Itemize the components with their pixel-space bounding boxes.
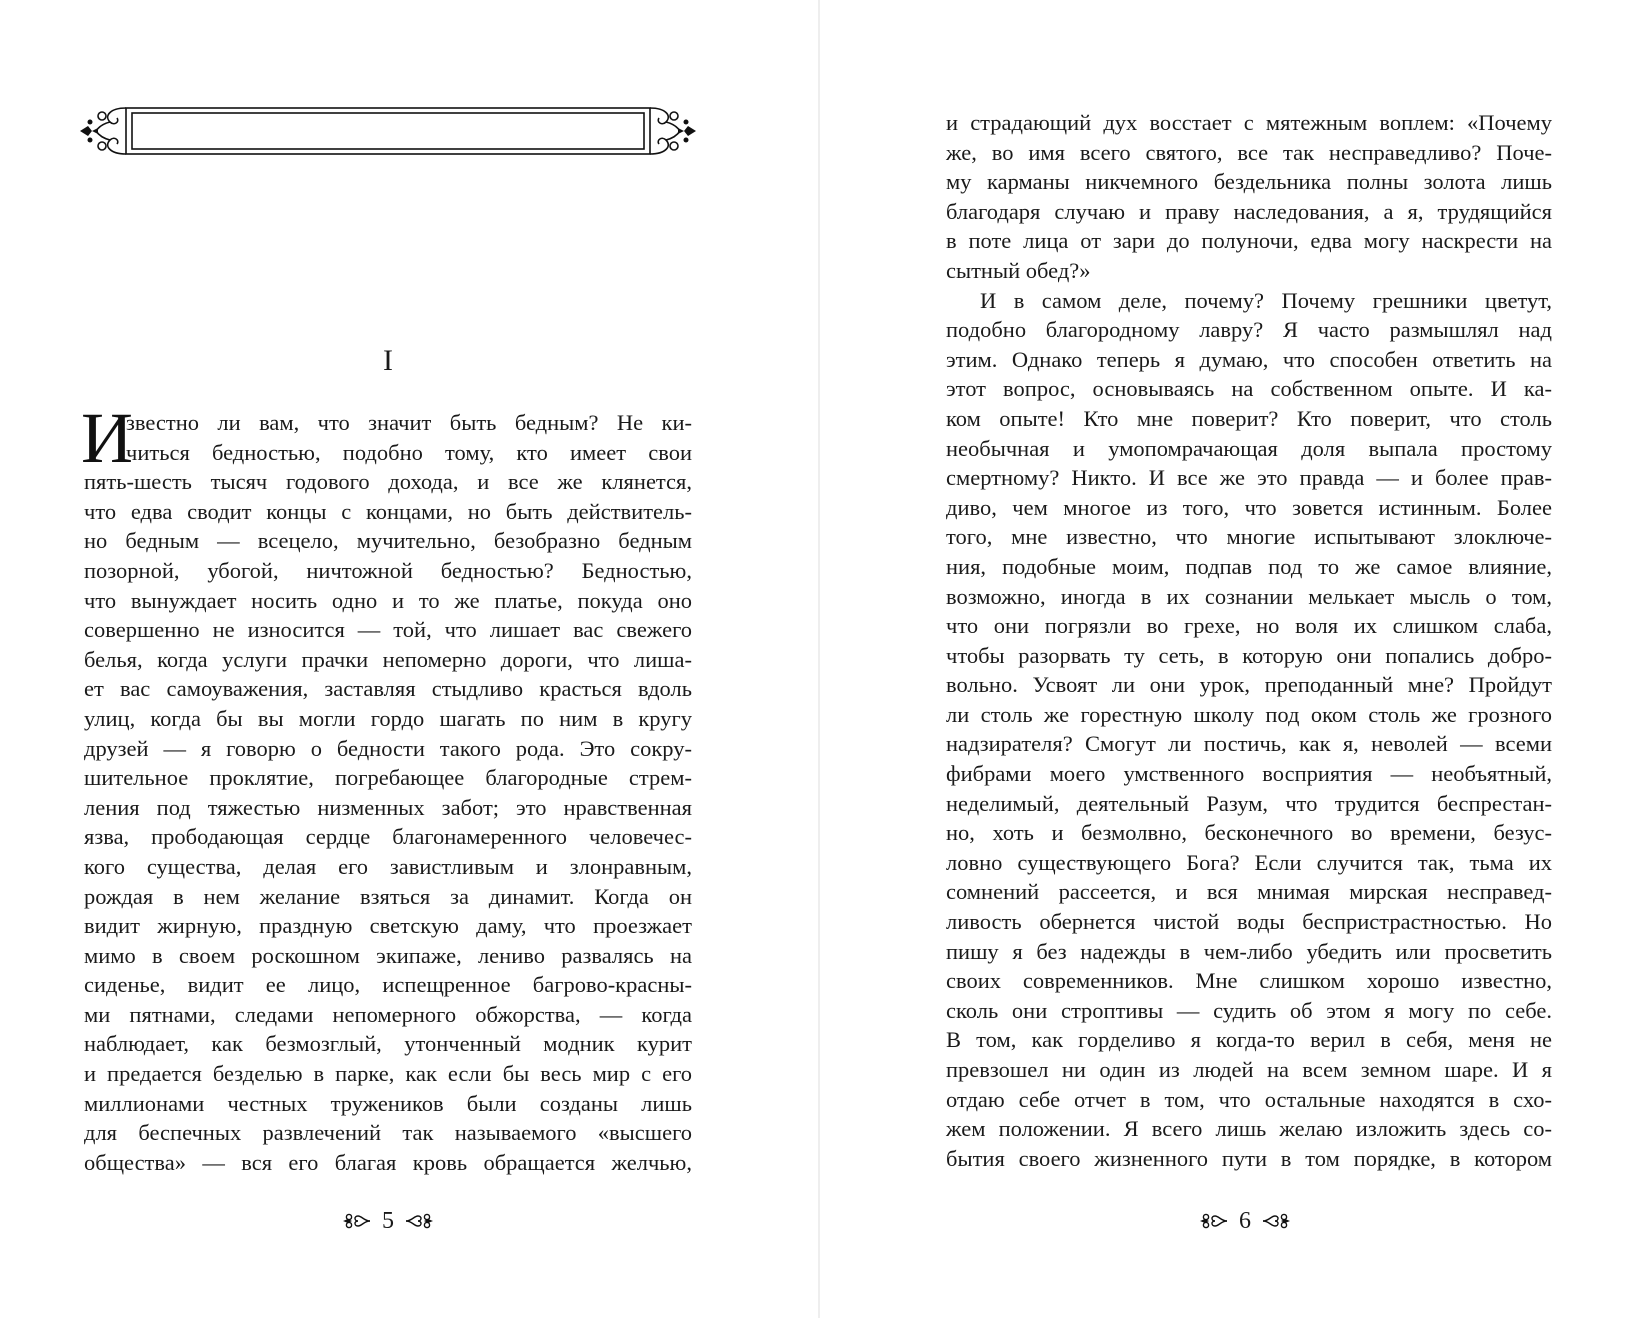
fleuron-icon bbox=[1199, 1212, 1229, 1230]
text-line: что едва сводит концы с концами, но быть действитель- bbox=[84, 498, 692, 524]
ornamental-frame-icon bbox=[80, 104, 696, 168]
text-line: подобно благородному лавру? Я часто размышлял над bbox=[946, 317, 1552, 343]
text-line: своих современников. Мне слишком хорошо известно, bbox=[946, 968, 1552, 994]
text-line: В том, как горделиво я когда-то верил в себя, меня не bbox=[946, 1027, 1552, 1053]
text-line: улиц, когда бы вы могли гордо шагать по ним в кругу bbox=[84, 705, 692, 731]
text-line: звестно ли вам, что значит быть бедным? Не ки- bbox=[126, 410, 692, 435]
text-line: мимо в своем роскошном экипаже, лениво развалясь на bbox=[84, 942, 692, 968]
page-number: 6 bbox=[1239, 1207, 1251, 1234]
text-line: возможно, иногда в их сознании мелькает мысль о том, bbox=[946, 583, 1552, 609]
text-line: этот вопрос, основываясь на собственном опыте. И ка- bbox=[946, 376, 1552, 402]
right-page bbox=[820, 0, 1639, 1318]
text-line: ми пятнами, следами непомерного обжорства, — когда bbox=[84, 1001, 692, 1027]
fleuron-icon bbox=[404, 1212, 434, 1230]
page-number-right bbox=[1145, 1205, 1345, 1237]
page-number-left bbox=[288, 1205, 488, 1237]
text-line: рождая в нем желание взяться за динамит. Когда он bbox=[84, 883, 692, 909]
text-line: жем положении. Я всего лишь желаю изложить здесь со- bbox=[946, 1116, 1552, 1142]
text-line: пять-шесть тысяч годового дохода, и все же клянется, bbox=[84, 469, 692, 495]
drop-cap: И bbox=[81, 398, 133, 478]
text-line: превзошел ни один из людей на всем земном шаре. И я bbox=[946, 1057, 1552, 1082]
text-line: позорной, убогой, ничтожной бедностью? Бедностью, bbox=[84, 557, 692, 583]
chapter-number: I bbox=[383, 344, 393, 377]
text-line: отдаю себе отчет в том, что остальные находятся в схо- bbox=[946, 1086, 1552, 1112]
text-line: фибрами моего умственного восприятия — необъятный, bbox=[946, 761, 1552, 787]
text-line: ли столь же горестную школу под оком столь же грозного bbox=[946, 701, 1552, 727]
text-line: кого существа, делая его завистливым и злонравным, bbox=[84, 853, 692, 879]
fleuron-icon bbox=[342, 1212, 372, 1230]
text-line: сытный обед?» bbox=[946, 257, 1091, 283]
text-line: И в самом деле, почему? Почему грешники цветут, bbox=[980, 287, 1552, 313]
text-line: сколь они строптивы — судить об этом я могу по себе. bbox=[946, 997, 1552, 1023]
text-line: пишу я без надежды в чем-либо убедить или просветить bbox=[946, 938, 1552, 964]
text-line: благодаря случаю и праву наследования, а я, трудящийся bbox=[946, 198, 1552, 224]
text-line: читься бедностью, подобно тому, кто имеет свои bbox=[126, 439, 692, 465]
text-line: но, хоть и безмолвно, бесконечного во времени, безус- bbox=[946, 820, 1552, 846]
text-line: смертному? Никто. И все же это правда — и более прав- bbox=[946, 465, 1552, 491]
text-line: чтобы разорвать ту сеть, в которую они попались добро- bbox=[946, 642, 1552, 668]
page-number: 5 bbox=[382, 1207, 394, 1234]
text-line: необычная и умопомрачающая доля выпала простому bbox=[946, 435, 1552, 461]
text-line: ния, подобные моим, подпав под то же самое влияние, bbox=[946, 553, 1552, 579]
text-line: вольно. Усвоят ли они урок, преподанный мне? Пройдут bbox=[946, 672, 1552, 698]
text-line: бытия своего жизненного пути в том порядке, в котором bbox=[946, 1145, 1552, 1171]
text-line: того, мне известно, что многие испытывают злоключе- bbox=[946, 524, 1552, 550]
text-line: неделимый, деятельный Разум, что трудится беспрестан- bbox=[946, 790, 1552, 816]
text-line: ет вас самоуважения, заставляя стыдливо красться вдоль bbox=[84, 676, 692, 702]
text-line: в поте лица от зари до полуночи, едва могу наскрести на bbox=[946, 228, 1552, 254]
text-line: общества» — вся его благая кровь обращается желчью, bbox=[84, 1149, 692, 1175]
text-line: что вынуждает носить одно и то же платье, покуда оно bbox=[84, 587, 692, 613]
body-text bbox=[946, 108, 1552, 1173]
text-line: диво, чем многое из того, что зовется истинным. Более bbox=[946, 494, 1552, 520]
text-line: сомнений рассеется, и вся мнимая мирская несправед- bbox=[946, 879, 1552, 905]
text-line: му карманы никчемного бездельника полны золота лишь bbox=[946, 169, 1552, 195]
text-line: друзей — я говорю о бедности такого рода. Это сокру- bbox=[84, 735, 692, 761]
text-line: этим. Однако теперь я думаю, что способен ответить на bbox=[946, 346, 1552, 372]
left-page bbox=[0, 0, 818, 1318]
text-line: же, во имя всего святого, все так несправедливо? Поче- bbox=[946, 139, 1552, 165]
text-line: белья, когда услуги прачки непомерно дороги, что лиша- bbox=[84, 646, 692, 672]
text-line: видит жирную, праздную светскую даму, что проезжает bbox=[84, 913, 692, 939]
text-line: и предается безделью в парке, как если бы весь мир с его bbox=[84, 1061, 692, 1087]
text-line: миллионами честных тружеников были созданы лишь bbox=[84, 1090, 692, 1116]
text-line: язва, прободающая сердце благонамеренного человечес- bbox=[84, 824, 692, 850]
text-line: ления под тяжестью низменных забот; это нравственная bbox=[84, 794, 692, 820]
text-line: шительное проклятие, погребающее благородные стрем- bbox=[84, 765, 692, 791]
text-line: ливость обернется чистой воды беспристрастностью. Но bbox=[946, 909, 1552, 935]
text-line: наблюдает, как безмозглый, утонченный модник курит bbox=[84, 1031, 692, 1057]
text-line: сиденье, видит ее лицо, испещренное багрово-красны- bbox=[84, 972, 692, 998]
body-text bbox=[81, 398, 692, 1177]
text-line: ком опыте! Кто мне поверит? Кто поверит, что столь bbox=[946, 405, 1552, 431]
text-line: и страдающий дух восстает с мятежным воплем: «Почему bbox=[946, 110, 1552, 135]
text-line: надзирателя? Смогут ли постичь, как я, неволей — всеми bbox=[946, 731, 1552, 757]
text-line: ловно существующего Бога? Если случится так, тьма их bbox=[946, 849, 1552, 875]
text-line: но бедным — всецело, мучительно, безобразно бедным bbox=[84, 528, 692, 554]
text-line: что они погрязли во грехе, но воля их слишком слаба, bbox=[946, 613, 1552, 639]
text-line: для беспечных развлечений так называемого «высшего bbox=[84, 1120, 692, 1146]
fleuron-icon bbox=[1261, 1212, 1291, 1230]
text-line: совершенно не износится — той, что лишает вас свежего bbox=[84, 617, 692, 643]
